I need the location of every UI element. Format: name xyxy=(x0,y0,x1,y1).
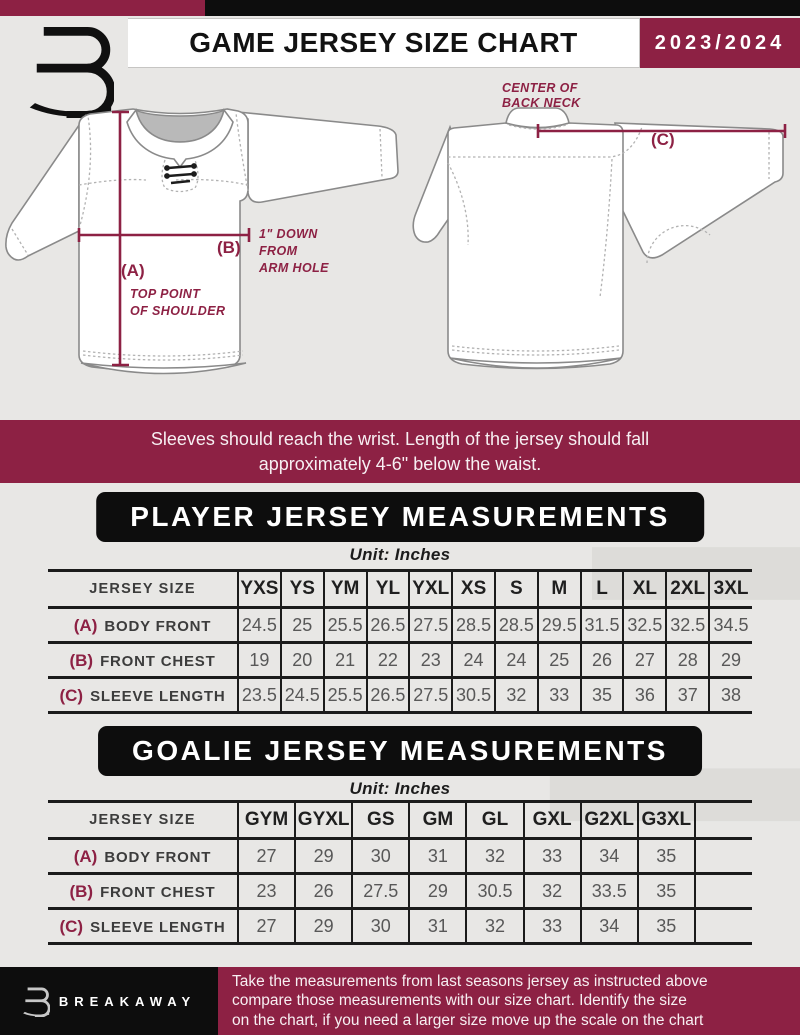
size-cell: 37 xyxy=(666,678,709,713)
size-header: YS xyxy=(281,571,324,608)
footer-line3: on the chart, if you need a larger size move up the scale on the chart xyxy=(232,1011,704,1029)
season-label: 2023/2024 xyxy=(654,31,786,54)
center-back-neck-caption: CENTER OF BACK NECK xyxy=(502,81,581,110)
size-cell: 32 xyxy=(495,678,538,713)
row-label: (C) SLEEVE LENGTH xyxy=(48,909,238,944)
size-column-header: JERSEY SIZE xyxy=(48,571,238,608)
size-cell: 29 xyxy=(709,643,752,678)
goalie-table-wrap xyxy=(48,800,752,945)
size-header: S xyxy=(495,571,538,608)
size-cell: 26.5 xyxy=(367,678,410,713)
back-jersey-diagram xyxy=(410,85,800,385)
size-header xyxy=(695,802,752,839)
size-cell: 30.5 xyxy=(452,678,495,713)
size-cell: 29 xyxy=(295,839,352,874)
goalie-size-table xyxy=(48,800,752,945)
size-cell: 28.5 xyxy=(495,608,538,643)
size-cell: 34.5 xyxy=(709,608,752,643)
size-cell: 20 xyxy=(281,643,324,678)
size-cell: 31 xyxy=(409,909,466,944)
size-cell: 30 xyxy=(352,839,409,874)
table-row xyxy=(48,909,752,944)
size-cell: 30.5 xyxy=(466,874,523,909)
size-cell: 29 xyxy=(409,874,466,909)
size-cell: 34 xyxy=(581,909,638,944)
size-header: GYM xyxy=(238,802,295,839)
size-cell: 30 xyxy=(352,909,409,944)
size-cell: 29.5 xyxy=(538,608,581,643)
label-c: (C) xyxy=(651,130,675,149)
player-section-banner xyxy=(96,492,704,542)
front-jersey-diagram xyxy=(0,85,420,385)
footer-line1: Take the measurements from last seasons jersey as instructed above xyxy=(232,972,708,990)
table-row xyxy=(48,839,752,874)
size-header: G2XL xyxy=(581,802,638,839)
size-cell: 23 xyxy=(409,643,452,678)
arm-hole-caption: 1" DOWN FROM ARM HOLE xyxy=(259,227,329,275)
size-header: 2XL xyxy=(666,571,709,608)
page-title-box xyxy=(128,18,640,68)
size-cell: 25.5 xyxy=(324,608,367,643)
size-cell: 31 xyxy=(409,839,466,874)
footer-brand-block xyxy=(0,967,218,1035)
size-header: M xyxy=(538,571,581,608)
size-cell: 23.5 xyxy=(238,678,281,713)
table-row xyxy=(48,874,752,909)
size-cell: 35 xyxy=(638,909,695,944)
goalie-unit-label: Unit: Inches xyxy=(349,779,451,798)
size-cell: 25.5 xyxy=(324,678,367,713)
brand-name: BREAKAWAY xyxy=(58,993,197,1009)
player-section-title: PLAYER JERSEY MEASUREMENTS xyxy=(130,501,670,532)
size-cell xyxy=(695,909,752,944)
jersey-diagrams xyxy=(0,80,800,425)
size-cell: 26 xyxy=(581,643,624,678)
size-cell: 35 xyxy=(581,678,624,713)
size-cell: 27 xyxy=(238,909,295,944)
size-cell: 35 xyxy=(638,839,695,874)
footer-instructions xyxy=(218,967,800,1035)
size-column-header: JERSEY SIZE xyxy=(48,802,238,839)
size-cell: 27 xyxy=(238,839,295,874)
size-cell: 32 xyxy=(466,839,523,874)
size-cell: 27.5 xyxy=(409,608,452,643)
goalie-section-title: GOALIE JERSEY MEASUREMENTS xyxy=(132,735,668,766)
season-badge xyxy=(640,18,800,68)
row-label: (A) BODY FRONT xyxy=(48,839,238,874)
size-cell: 26.5 xyxy=(367,608,410,643)
size-header: GXL xyxy=(524,802,581,839)
size-header: 3XL xyxy=(709,571,752,608)
size-cell: 32 xyxy=(466,909,523,944)
size-cell: 24 xyxy=(452,643,495,678)
size-header: GM xyxy=(409,802,466,839)
fit-notice-line2: approximately 4-6" below the waist. xyxy=(258,453,542,474)
size-cell: 33 xyxy=(538,678,581,713)
size-header: YXS xyxy=(238,571,281,608)
size-cell: 27.5 xyxy=(409,678,452,713)
table-row xyxy=(48,643,752,678)
size-cell xyxy=(695,874,752,909)
row-label: (B) FRONT CHEST xyxy=(48,643,238,678)
size-header: YM xyxy=(324,571,367,608)
row-label: (A) BODY FRONT xyxy=(48,608,238,643)
size-cell: 27 xyxy=(623,643,666,678)
size-cell: 19 xyxy=(238,643,281,678)
size-cell: 26 xyxy=(295,874,352,909)
size-cell: 33.5 xyxy=(581,874,638,909)
size-cell: 33 xyxy=(524,909,581,944)
page-title: GAME JERSEY SIZE CHART xyxy=(189,27,578,58)
size-cell: 24.5 xyxy=(238,608,281,643)
size-cell: 31.5 xyxy=(581,608,624,643)
player-table-wrap xyxy=(48,569,752,714)
size-cell: 32.5 xyxy=(666,608,709,643)
size-header: L xyxy=(581,571,624,608)
goalie-section-banner xyxy=(98,726,702,776)
size-header: GYXL xyxy=(295,802,352,839)
size-header: YXL xyxy=(409,571,452,608)
size-cell: 25 xyxy=(281,608,324,643)
size-cell: 32.5 xyxy=(623,608,666,643)
size-cell: 35 xyxy=(638,874,695,909)
size-cell: 21 xyxy=(324,643,367,678)
top-accent-bar-black xyxy=(205,0,800,16)
player-unit-label: Unit: Inches xyxy=(349,545,451,564)
player-size-table xyxy=(48,569,752,714)
size-cell: 22 xyxy=(367,643,410,678)
breakaway-logo-small-icon xyxy=(22,985,50,1017)
top-accent-bar-maroon xyxy=(0,0,205,16)
label-b: (B) xyxy=(217,238,241,257)
label-a: (A) xyxy=(121,261,145,280)
size-header: XL xyxy=(623,571,666,608)
row-label: (B) FRONT CHEST xyxy=(48,874,238,909)
table-row xyxy=(48,608,752,643)
size-cell: 23 xyxy=(238,874,295,909)
size-cell xyxy=(695,839,752,874)
size-cell: 28.5 xyxy=(452,608,495,643)
size-cell: 28 xyxy=(666,643,709,678)
size-cell: 38 xyxy=(709,678,752,713)
shoulder-caption: TOP POINT OF SHOULDER xyxy=(130,287,226,318)
size-header: GS xyxy=(352,802,409,839)
size-header: GL xyxy=(466,802,523,839)
size-cell: 32 xyxy=(524,874,581,909)
fit-notice-line1: Sleeves should reach the wrist. Length of the jersey should fall xyxy=(150,428,650,449)
size-cell: 27.5 xyxy=(352,874,409,909)
size-header: G3XL xyxy=(638,802,695,839)
size-cell: 36 xyxy=(623,678,666,713)
size-header: XS xyxy=(452,571,495,608)
fit-notice-banner xyxy=(0,420,800,483)
size-cell: 29 xyxy=(295,909,352,944)
size-cell: 33 xyxy=(524,839,581,874)
size-cell: 24.5 xyxy=(281,678,324,713)
size-header: YL xyxy=(367,571,410,608)
size-cell: 34 xyxy=(581,839,638,874)
size-cell: 25 xyxy=(538,643,581,678)
footer-line2: compare those measurements with our size chart. Identify the size xyxy=(232,992,687,1010)
table-row xyxy=(48,678,752,713)
size-cell: 24 xyxy=(495,643,538,678)
row-label: (C) SLEEVE LENGTH xyxy=(48,678,238,713)
